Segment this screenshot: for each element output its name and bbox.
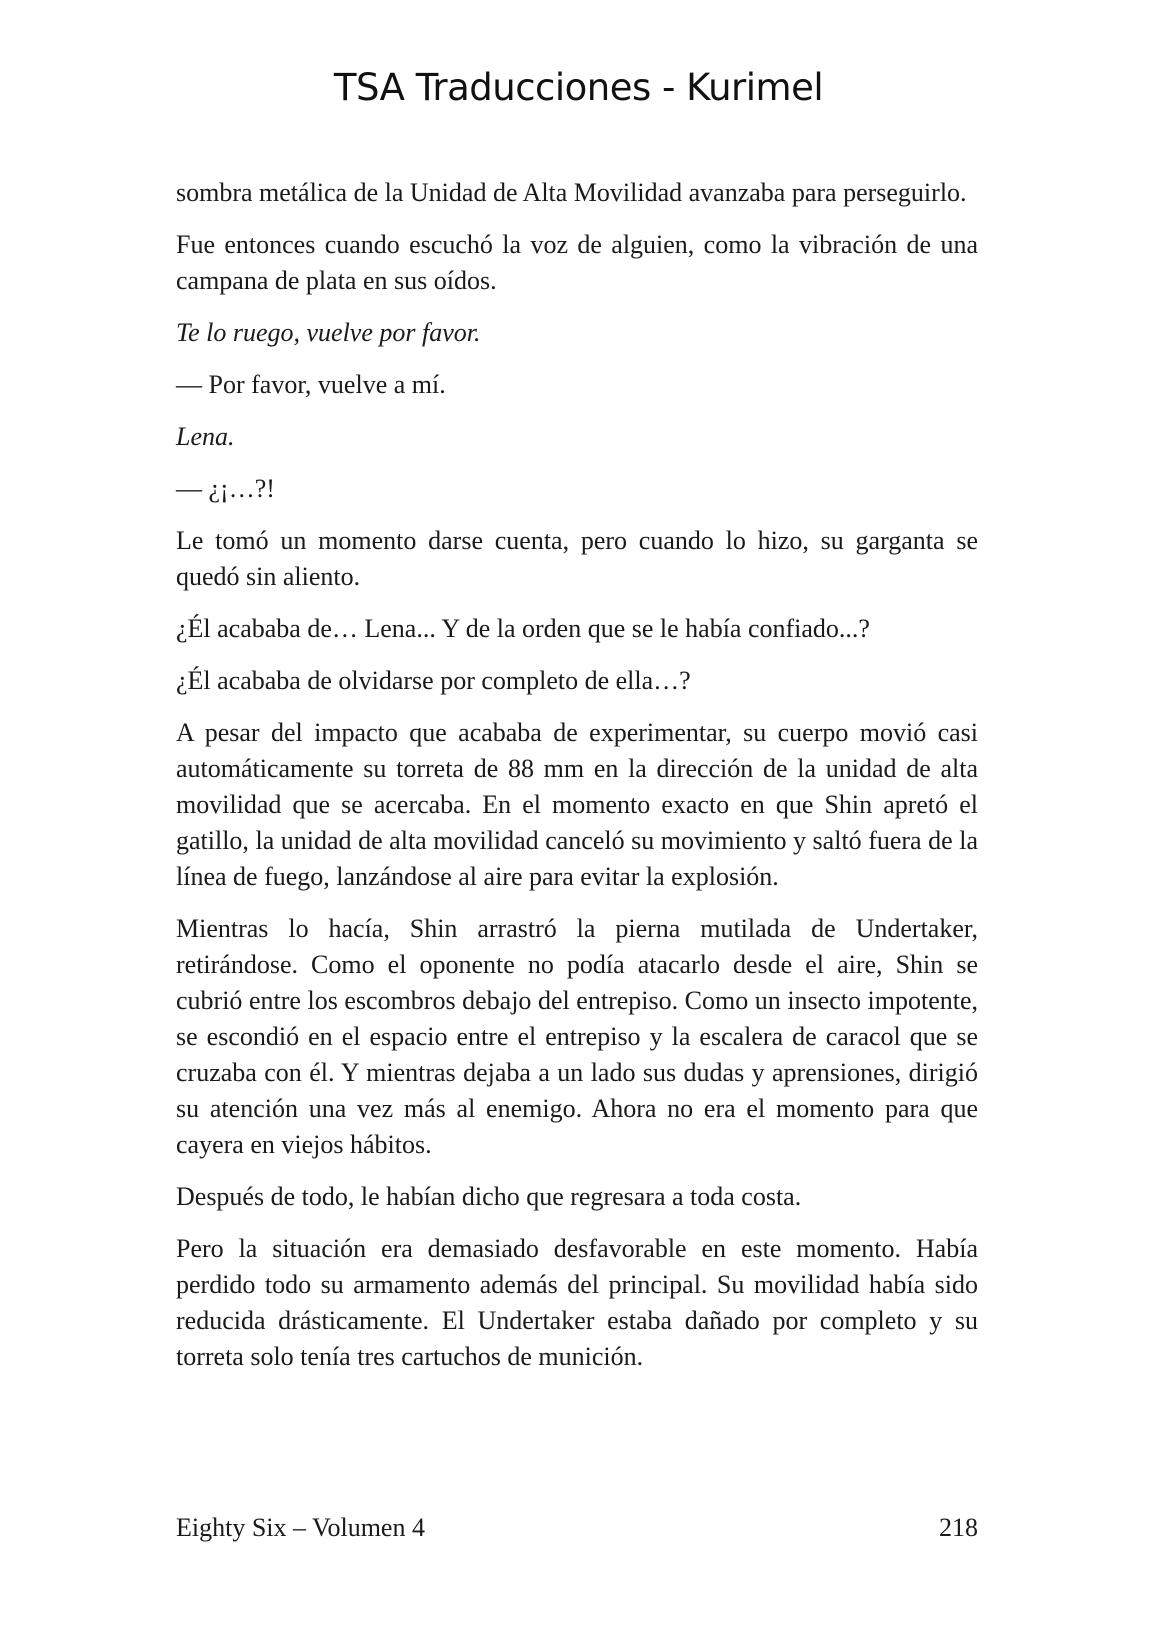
paragraph: A pesar del impacto que acababa de experimentar, su cuerpo movió casi automáticamente su torreta de 88 mm en la dirección de la unidad de alta movilidad que se acercaba. En el momento exacto en que Shin apretó el gatillo, la unidad de alta movilidad canceló su movimiento y saltó fuera de la línea de fuego, lanzándose al aire para evitar la explosión.	[176, 718, 978, 891]
body-text	[176, 175, 978, 1391]
paragraph: Le tomó un momento darse cuenta, pero cuando lo hizo, su garganta se quedó sin aliento.	[176, 526, 978, 591]
paragraph: Pero la situación era demasiado desfavorable en este momento. Había perdido todo su armamento además del principal. Su movilidad había sido reducida drásticamente. El Undertaker estaba dañado por completo y su torreta solo tenía tres cartuchos de munición.	[176, 1234, 978, 1371]
paragraph: sombra metálica de la Unidad de Alta Movilidad avanzaba para perseguirlo.	[176, 178, 967, 207]
paragraph-italic: Te lo ruego, vuelve por favor.	[176, 318, 481, 347]
page-header-title: TSA Traducciones - Kurimel	[333, 66, 824, 109]
paragraph-italic: Lena.	[176, 422, 235, 451]
footer-book-title: Eighty Six – Volumen 4	[176, 1513, 425, 1542]
paragraph: ¿Él acababa de olvidarse por completo de ella…?	[176, 666, 691, 695]
paragraph: Fue entonces cuando escuchó la voz de alguien, como la vibración de una campana de plata en sus oídos.	[176, 230, 978, 295]
paragraph: — ¿¡…?!	[176, 474, 275, 503]
paragraph: Mientras lo hacía, Shin arrastró la pierna mutilada de Undertaker, retirándose. Como el oponente no podía atacarlo desde el aire, Shin se cubrió entre los escombros debajo del entrepiso. Como un insecto impotente, se escondió en el espacio entre el entrepiso y la escalera de caracol que se cruzaba con él. Y mientras dejaba a un lado sus dudas y aprensiones, dirigió su atención una vez más al enemigo. Ahora no era el momento para que cayera en viejos hábitos.	[176, 914, 978, 1159]
page-footer	[176, 1513, 978, 1543]
paragraph: Después de todo, le habían dicho que regresara a toda costa.	[176, 1182, 802, 1211]
paragraph: ¿Él acababa de… Lena... Y de la orden que se le había confiado...?	[176, 614, 870, 643]
paragraph: — Por favor, vuelve a mí.	[176, 370, 446, 399]
page-number: 218	[939, 1513, 978, 1542]
